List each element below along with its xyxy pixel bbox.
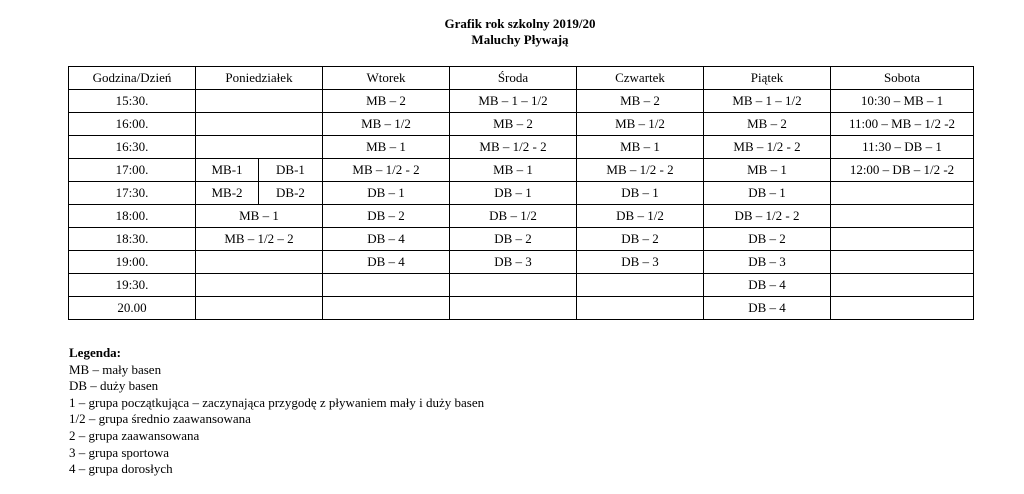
thursday-cell xyxy=(577,297,704,320)
table-row xyxy=(69,228,974,251)
table-row xyxy=(69,159,974,182)
thursday-cell: DB – 2 xyxy=(577,228,704,251)
wednesday-cell: MB – 2 xyxy=(450,113,577,136)
thursday-cell: MB – 1 xyxy=(577,136,704,159)
tuesday-cell: MB – 1 xyxy=(323,136,450,159)
friday-cell: DB – 1 xyxy=(704,182,831,205)
table-row xyxy=(69,113,974,136)
time-cell: 17:30. xyxy=(69,182,196,205)
saturday-cell xyxy=(831,251,974,274)
document-title: Grafik rok szkolny 2019/20 xyxy=(444,16,596,31)
wednesday-cell xyxy=(450,274,577,297)
header-saturday: Sobota xyxy=(831,67,974,90)
header-time: Godzina/Dzień xyxy=(69,67,196,90)
header-wednesday: Środa xyxy=(450,67,577,90)
thursday-cell: DB – 1 xyxy=(577,182,704,205)
wednesday-cell: MB – 1 – 1/2 xyxy=(450,90,577,113)
monday-cell xyxy=(196,136,323,159)
legend-item: DB – duży basen xyxy=(69,378,159,394)
monday-cell xyxy=(196,297,323,320)
saturday-cell: 10:30 – MB – 1 xyxy=(831,90,974,113)
saturday-cell xyxy=(831,228,974,251)
monday-cell xyxy=(196,274,323,297)
tuesday-cell: DB – 1 xyxy=(323,182,450,205)
tuesday-cell: DB – 2 xyxy=(323,205,450,228)
wednesday-cell: DB – 1 xyxy=(450,182,577,205)
thursday-cell: MB – 2 xyxy=(577,90,704,113)
legend-item: 4 – grupa dorosłych xyxy=(69,461,173,477)
table-row xyxy=(69,274,974,297)
table-row xyxy=(69,251,974,274)
legend-item: 1/2 – grupa średnio zaawansowana xyxy=(69,411,251,427)
tuesday-cell: MB – 2 xyxy=(323,90,450,113)
header-monday: Poniedziałek xyxy=(196,67,323,90)
schedule-table xyxy=(68,66,974,320)
wednesday-cell: DB – 1/2 xyxy=(450,205,577,228)
saturday-cell: 11:00 – MB – 1/2 -2 xyxy=(831,113,974,136)
document-subtitle: Maluchy Pływają xyxy=(471,32,569,47)
legend-title: Legenda: xyxy=(69,345,121,360)
time-cell: 19:30. xyxy=(69,274,196,297)
saturday-cell: 11:30 – DB – 1 xyxy=(831,136,974,159)
table-row xyxy=(69,90,974,113)
monday-cell xyxy=(196,251,323,274)
monday-db-cell: DB-2 xyxy=(259,182,323,205)
thursday-cell xyxy=(577,274,704,297)
monday-mb-cell: MB-1 xyxy=(196,159,259,182)
tuesday-cell: DB – 4 xyxy=(323,228,450,251)
monday-cell: MB – 1/2 – 2 xyxy=(196,228,323,251)
time-cell: 19:00. xyxy=(69,251,196,274)
table-row xyxy=(69,182,974,205)
document-header xyxy=(0,16,1024,48)
legend xyxy=(69,345,484,478)
friday-cell: DB – 3 xyxy=(704,251,831,274)
legend-item: 1 – grupa początkująca – zaczynająca przygodę z pływaniem mały i duży basen xyxy=(69,394,485,410)
tuesday-cell: MB – 1/2 - 2 xyxy=(323,159,450,182)
time-cell: 18:00. xyxy=(69,205,196,228)
legend-item: MB – mały basen xyxy=(69,361,162,377)
table-row xyxy=(69,205,974,228)
wednesday-cell: MB – 1 xyxy=(450,159,577,182)
wednesday-cell xyxy=(450,297,577,320)
friday-cell: MB – 1/2 - 2 xyxy=(704,136,831,159)
header-thursday: Czwartek xyxy=(577,67,704,90)
header-row xyxy=(69,67,974,90)
friday-cell: DB – 2 xyxy=(704,228,831,251)
friday-cell: DB – 4 xyxy=(704,274,831,297)
time-cell: 16:00. xyxy=(69,113,196,136)
time-cell: 16:30. xyxy=(69,136,196,159)
legend-item: 2 – grupa zaawansowana xyxy=(69,427,200,443)
thursday-cell: MB – 1/2 - 2 xyxy=(577,159,704,182)
saturday-cell xyxy=(831,182,974,205)
tuesday-cell: MB – 1/2 xyxy=(323,113,450,136)
saturday-cell xyxy=(831,205,974,228)
thursday-cell: MB – 1/2 xyxy=(577,113,704,136)
monday-cell: MB – 1 xyxy=(196,205,323,228)
monday-db-cell: DB-1 xyxy=(259,159,323,182)
wednesday-cell: DB – 3 xyxy=(450,251,577,274)
friday-cell: MB – 2 xyxy=(704,113,831,136)
monday-cell xyxy=(196,113,323,136)
tuesday-cell: DB – 4 xyxy=(323,251,450,274)
thursday-cell: DB – 1/2 xyxy=(577,205,704,228)
friday-cell: DB – 1/2 - 2 xyxy=(704,205,831,228)
tuesday-cell xyxy=(323,274,450,297)
monday-cell xyxy=(196,90,323,113)
table-row xyxy=(69,297,974,320)
friday-cell: MB – 1 – 1/2 xyxy=(704,90,831,113)
thursday-cell: DB – 3 xyxy=(577,251,704,274)
saturday-cell: 12:00 – DB – 1/2 -2 xyxy=(831,159,974,182)
saturday-cell xyxy=(831,297,974,320)
time-cell: 18:30. xyxy=(69,228,196,251)
tuesday-cell xyxy=(323,297,450,320)
header-tuesday: Wtorek xyxy=(323,67,450,90)
wednesday-cell: MB – 1/2 - 2 xyxy=(450,136,577,159)
monday-mb-cell: MB-2 xyxy=(196,182,259,205)
time-cell: 17:00. xyxy=(69,159,196,182)
friday-cell: MB – 1 xyxy=(704,159,831,182)
saturday-cell xyxy=(831,274,974,297)
friday-cell: DB – 4 xyxy=(704,297,831,320)
time-cell: 15:30. xyxy=(69,90,196,113)
legend-item: 3 – grupa sportowa xyxy=(69,444,170,460)
table-row xyxy=(69,136,974,159)
wednesday-cell: DB – 2 xyxy=(450,228,577,251)
time-cell: 20.00 xyxy=(69,297,196,320)
header-friday: Piątek xyxy=(704,67,831,90)
